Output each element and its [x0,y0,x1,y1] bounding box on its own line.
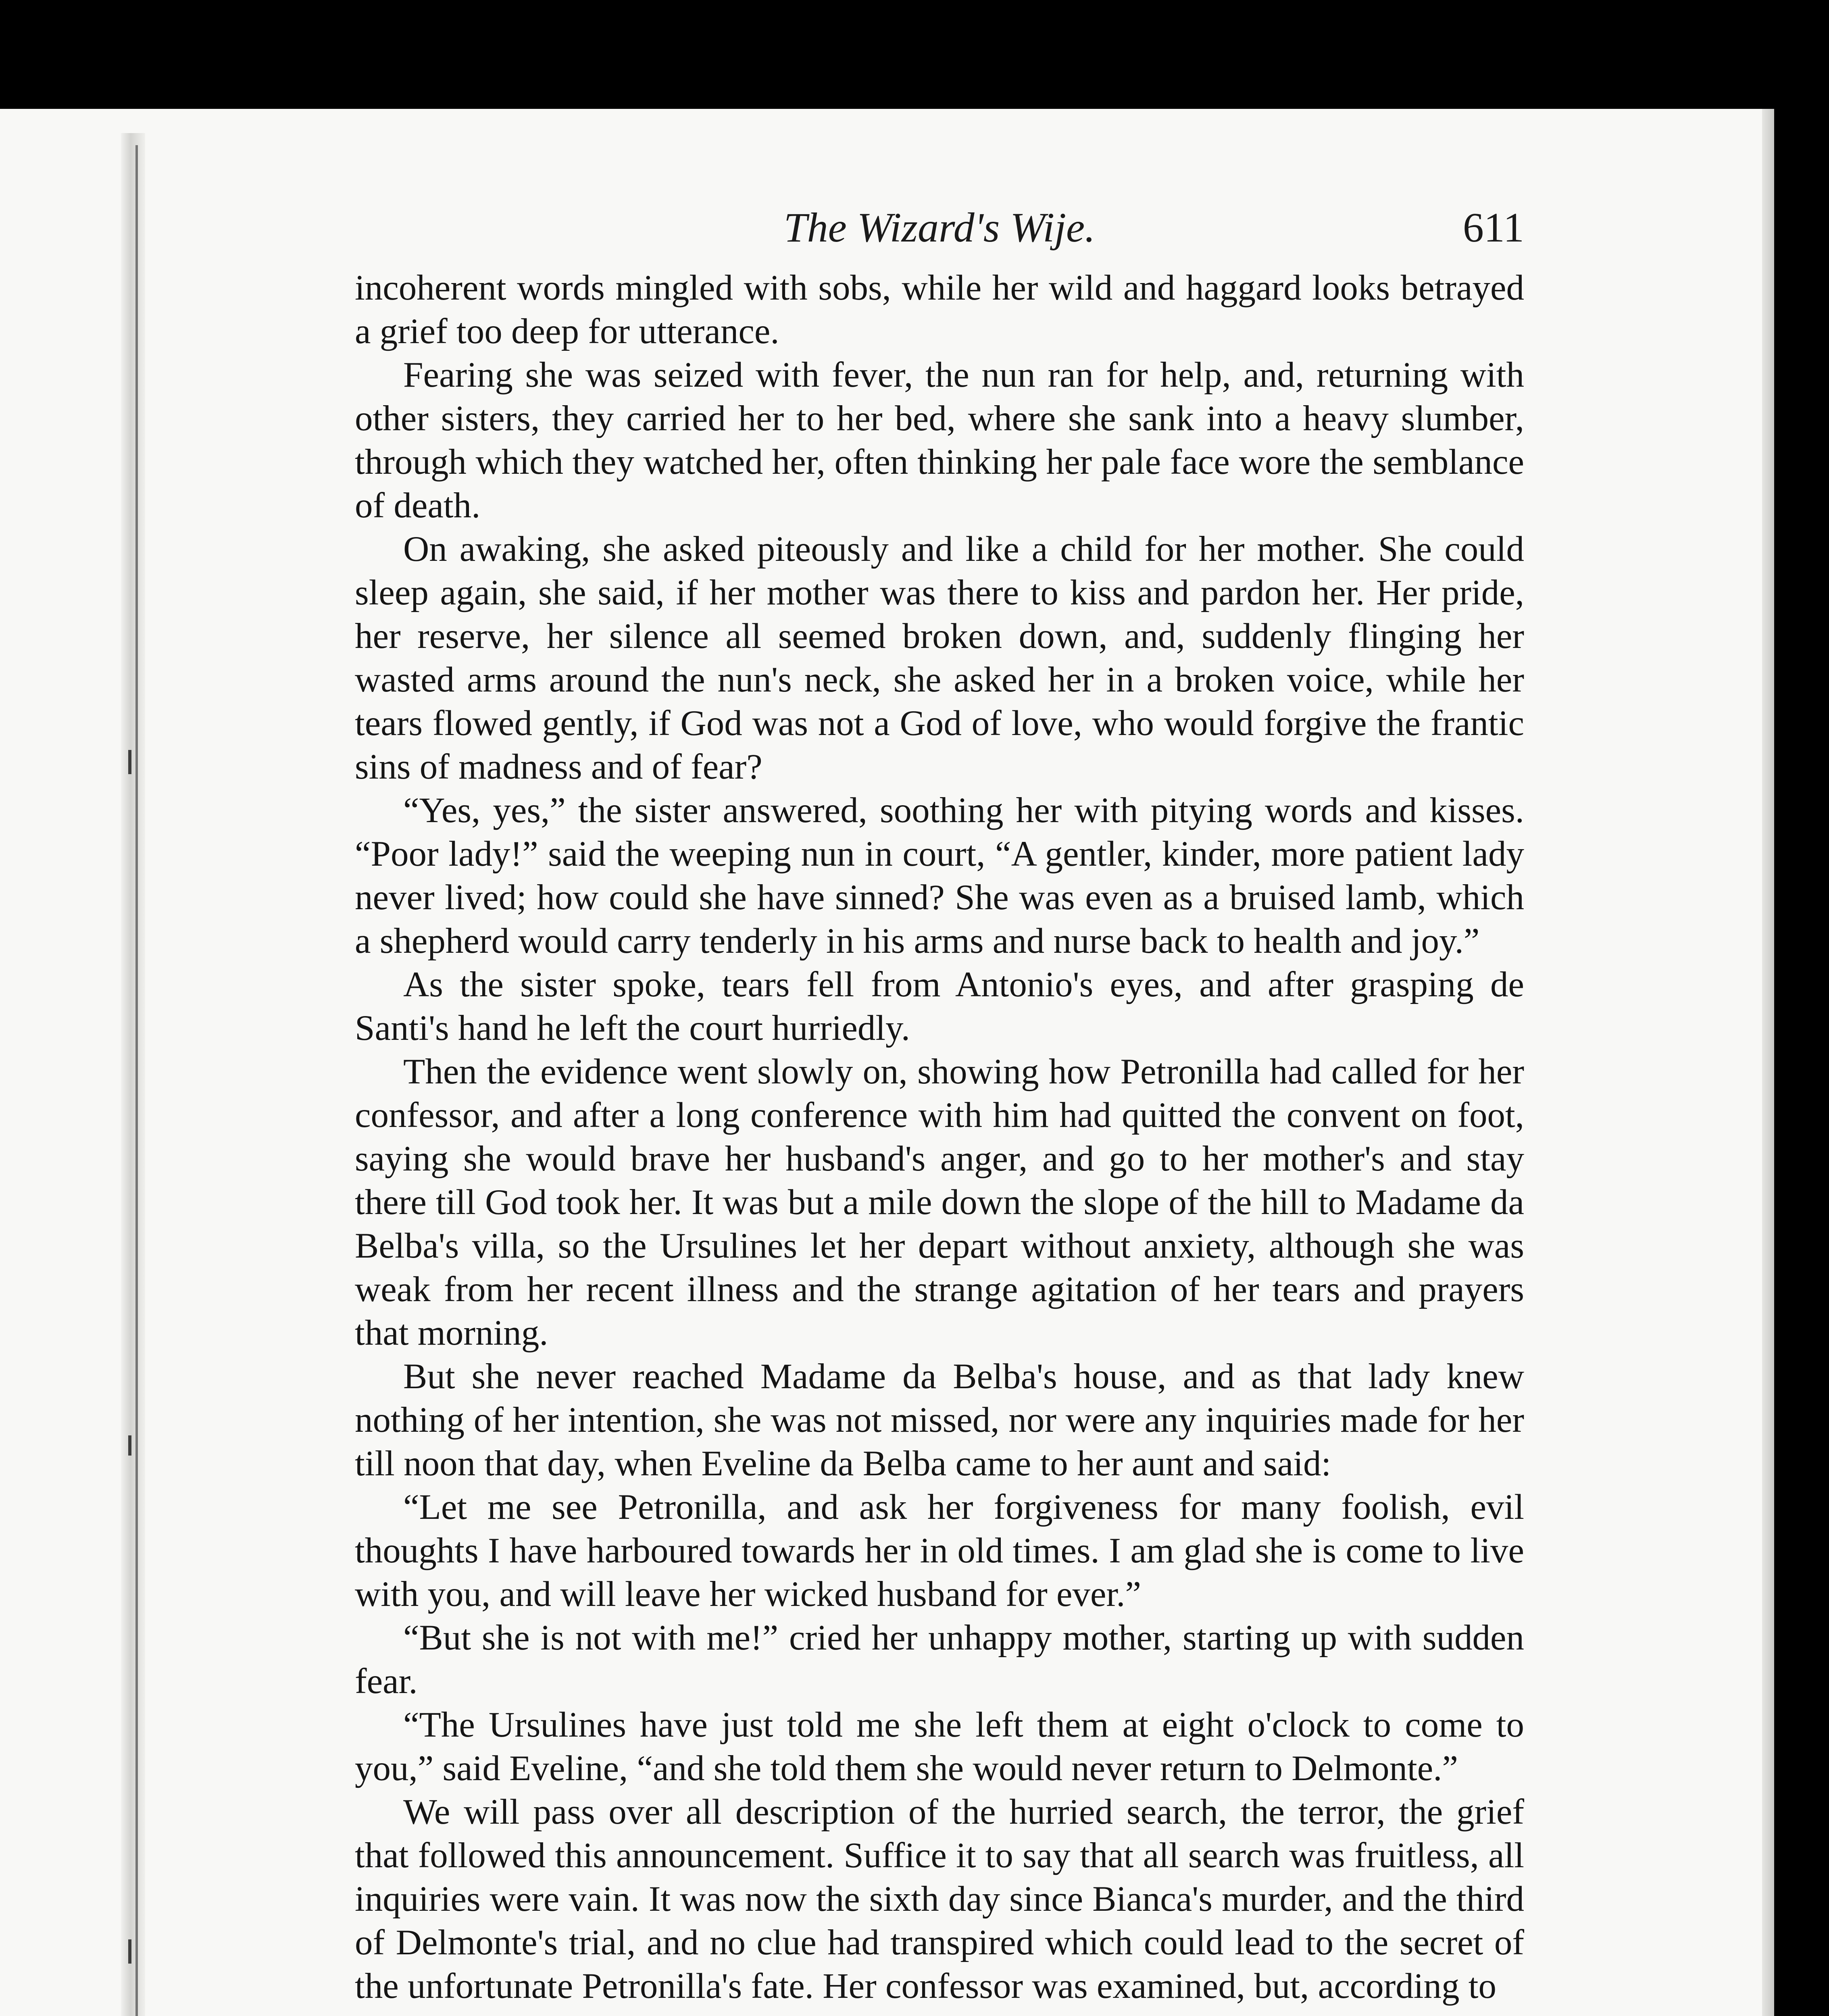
paragraph: “But she is not with me!” cried her unhappy mother, starting up with sudden fear. [355,1618,1524,1701]
paragraph: “Let me see Petronilla, and ask her forgiveness for many foolish, evil thoughts I have harboured towards her in old times. I am glad she is come to live with you, and will leave her wicked husband for ever.” [355,1487,1524,1614]
paragraph: incoherent words mingled with sobs, while her wild and haggard looks betrayed a grief too deep for utterance. [355,268,1524,351]
paragraph: Fearing she was seized with fever, the nun ran for help, and, returning with other sisters, they carried her to her bed, where she sank into a heavy slumber, through which they watched her, often thinking her pale face wore the semblance of death. [355,355,1524,525]
paragraph: “The Ursulines have just told me she left them at eight o'clock to come to you,” said Eveline, “and she told them she would never return to Delmonte.” [355,1705,1524,1788]
page-edge-mark [128,750,131,774]
paragraph: But she never reached Madame da Belba's house, and as that lady knew nothing of her intention, she was not missed, nor were any inquiries made for her till noon that day, when Eveline da Belba came to her aunt and said: [355,1357,1524,1483]
body-text [355,266,1524,2008]
paragraph: As the sister spoke, tears fell from Antonio's eyes, and after grasping de Santi's hand he left the court hurriedly. [355,965,1524,1048]
page-number: 611 [1462,204,1524,251]
paragraph: We will pass over all description of the hurried search, the terror, the grief that followed this announcement. Suffice it to say that all search was fruitless, all inquiries were vain. It was now the sixth day since Bianca's murder, and the third of Delmonte's trial, and no clue had transpired which could lead to the secret of the unfortunate Petronilla's fate. Her confessor was examined, but, according to [355,1792,1524,2006]
paragraph: Then the evidence went slowly on, showing how Petronilla had called for her confessor, and after a long conference with him had quitted the convent on foot, saying she would brave her husband's anger, and go to her mother's and stay there till God took her. It was but a mile down the slope of the hill to Madame da Belba's villa, so the Ursulines let her depart without anxiety, although she was weak from her recent illness and the strange agitation of her tears and prayers that morning. [355,1052,1524,1353]
spine-line [135,145,138,2016]
paragraph: “Yes, yes,” the sister answered, soothing her with pitying words and kisses. “Poor lady!” said the weeping nun in court, “A gentler, kinder, more patient lady never lived; how could she have sinned? She was even as a bruised lamb, which a shepherd would carry tenderly in his arms and nurse back to health and joy.” [355,791,1524,961]
page-edge-mark [128,1435,131,1456]
running-title: The Wizard's Wije. [783,204,1096,251]
running-header [355,198,1524,258]
page-edge-mark [128,1939,131,1964]
gutter-shadow [121,133,145,2016]
paragraph: On awaking, she asked piteously and like a child for her mother. She could sleep again, she said, if her mother was there to kiss and pardon her. Her pride, her reserve, her silence all seemed broken down, and, suddenly flinging her wasted arms around the nun's neck, she asked her in a broken voice, while her tears flowed gently, if God was not a God of love, who would forgive the frantic sins of madness and of fear? [355,529,1524,787]
page-right-edge [1762,109,1774,2016]
